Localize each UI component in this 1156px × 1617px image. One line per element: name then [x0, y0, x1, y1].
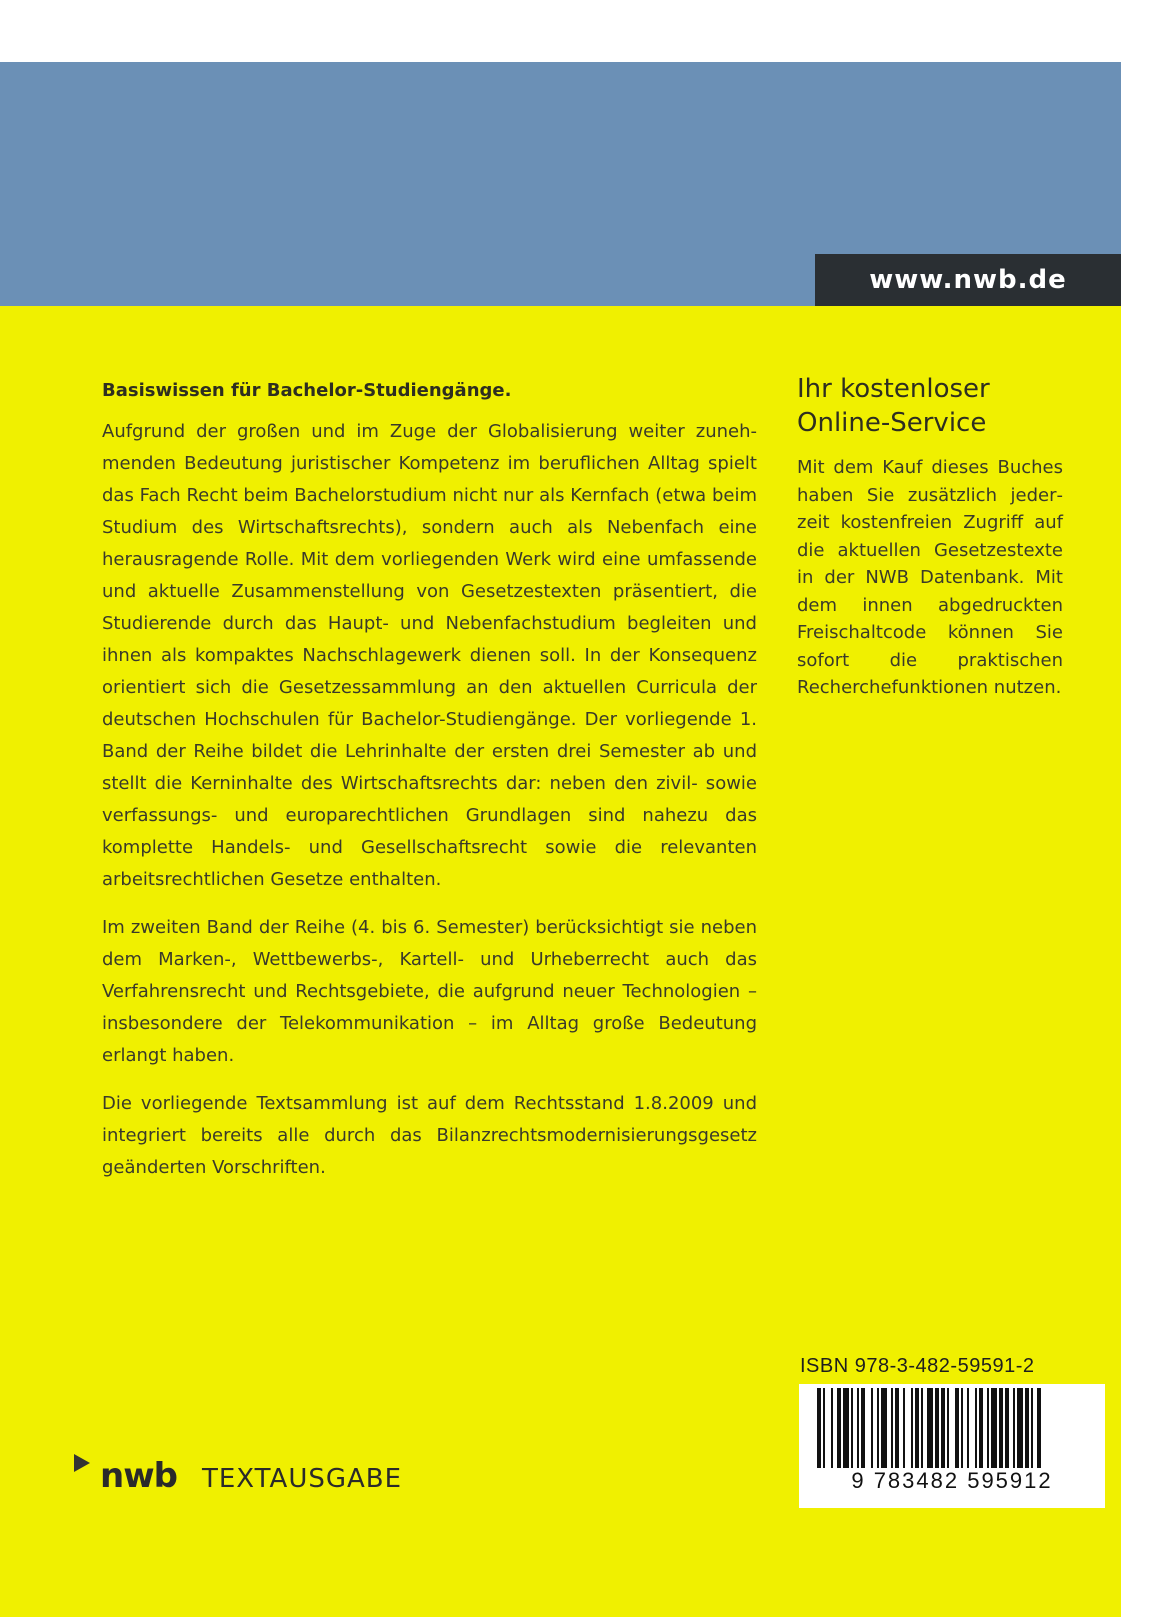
online-service-title — [797, 372, 1063, 440]
isbn-label: ISBN 978-3-482-59591-2 — [800, 1355, 1035, 1377]
online-service-box — [797, 372, 1063, 702]
page-edge — [1121, 0, 1156, 1617]
online-service-text: Mit dem Kauf dieses Buches haben Sie zusätzlich jederzeit kostenfreien Zugriff auf die aktuellen Gesetzestexte in der NWB Datenbank. Mit dem innen abgedruckten Freischaltcode können Sie sofort die praktischen Recherchefunktionen nutzen. — [797, 457, 1063, 698]
description-column — [102, 378, 757, 1200]
arrow-icon — [74, 1454, 90, 1472]
website-url: www.nwb.de — [815, 254, 1121, 306]
logo-product: TEXTAUSGABE — [202, 1464, 403, 1494]
description-paragraph-1: Aufgrund der großen und im Zuge der Globalisierung weiter zunehmenden Bedeutung juristischer Kompetenz im beruflichen Alltag spielt das Fach Recht beim Bachelorstudium nicht nur als Kernfach (etwa beim Studium des Wirtschaftsrechts), sondern auch als Nebenfach eine herausragende Rolle. Mit dem vorliegenden Werk wird eine umfassende und aktuelle Zusammenstellung von Gesetzestexten präsentiert, die Studierende durch das Haupt- und Nebenfachstudium begleiten und ihnen als kompaktes Nachschlagewerk dienen soll. In der Konsequenz orientiert sich die Gesetzessammlung an den aktuellen Curricula der deutschen Hochschulen für Bachelor-Studiengänge. Der vorliegende 1. Band der Reihe bildet die Lehrinhalte der ersten drei Semester ab und stellt die Kerninhalte des Wirtschaftsrechts dar: neben den zivil- sowie verfassungs- und europarechtlichen Grundlagen sind nahezu das komplette Handels- und Gesellschaftsrecht sowie die relevanten arbeitsrechtlichen Gesetze enthalten. — [102, 421, 757, 890]
barcode — [799, 1384, 1105, 1508]
barcode-bars — [799, 1384, 1105, 1480]
logo-brand: nwb — [100, 1456, 177, 1496]
online-service-title-line2: Online-Service — [797, 408, 987, 438]
description-paragraph-3: Die vorliegende Textsammlung ist auf dem Rechtsstand 1.8.2009 und integriert bereits alle durch das Bilanzrechtsmodernisierungsgesetz geänderten Vorschriften. — [102, 1093, 757, 1178]
description-paragraph-2: Im zweiten Band der Reihe (4. bis 6. Semester) berücksichtigt sie neben dem Marken-, Wettbewerbs-, Kartell- und Urheberrecht auch das Verfahrensrecht und Rechtsgebiete, die aufgrund neuer Technologien – insbesondere der Telekommunikation – im Alltag große Bedeutung erlangt haben. — [102, 917, 757, 1066]
barcode-number: 9 783482 595912 — [799, 1468, 1105, 1494]
description-heading: Basiswissen für Bachelor-Studiengänge. — [102, 380, 512, 401]
online-service-title-line1: Ihr kostenloser — [797, 374, 990, 404]
